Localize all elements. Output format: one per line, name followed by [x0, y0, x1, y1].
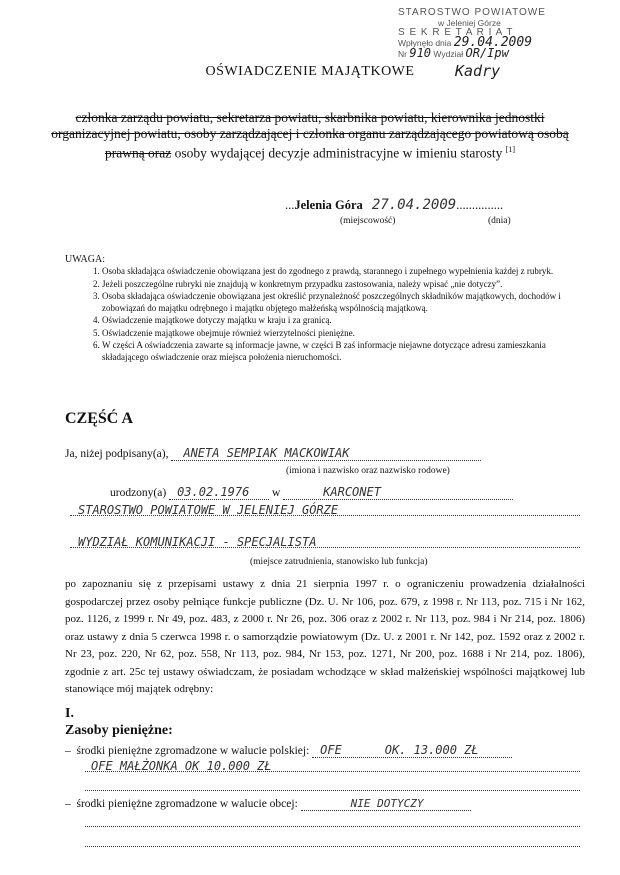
employment-value-2: WYDZIAŁ KOMUNIKACJI - SPECJALISTA [78, 535, 317, 549]
foreign-currency-value: NIE DOTYCZY [350, 797, 424, 810]
employment-line-2 [70, 537, 580, 548]
uwaga-item: 2. Jeżeli poszczególne rubryki nie znajdują w konkretnym przypadku zastosowania, należy wpisać „nie dotyczy”. [102, 279, 584, 291]
stamp-nr-value: 910 [409, 46, 432, 60]
stamp-line-1: STAROSTWO POWIATOWE [398, 7, 546, 18]
document-title: OŚWIADCZENIE MAJĄTKOWE [205, 64, 415, 79]
stamp-line-3: S E K R E T A R I A T [398, 27, 514, 38]
uwaga-item: 4. Oświadczenie majątkowe dotyczy majątku w kraju i za granicą. [102, 315, 584, 327]
section-heading-czesc-a: CZĘŚĆ A [65, 410, 134, 427]
handwritten-signature: Kadry [455, 62, 501, 80]
place-caption: (miejscowość) [340, 216, 396, 226]
ja-label: Ja, niżej podpisany(a), [65, 448, 169, 460]
uwaga-label: UWAGA: [65, 254, 105, 265]
foreign-line-3 [85, 836, 580, 847]
employment-value-1: STAROSTWO POWIATOWE W JELENIEJ GÓRZE [78, 503, 339, 517]
uwaga-item: 1. Osoba składająca oświadczenie obowiązana jest do zgodnego z prawdą, starannego i zupełnego wypełnienia każdej z rubryk. [102, 266, 584, 278]
pln-line: – środki pieniężne zgromadzone w walucie polskiej: OFE OK. 13.000 ZŁ [65, 743, 512, 758]
stamp-wydzial-label: Wydział [433, 49, 464, 59]
pln-value-1: OFE [320, 743, 342, 757]
uwaga-list [84, 266, 584, 364]
zasoby-heading: Zasoby pieniężne: [65, 723, 173, 738]
uwaga-item: 6. W części A oświadczenia zawarte są informacje jawne, w części B zaś informacje niejawne dotyczące adresu zamieszkania składającego oświadczenie oraz miejsca położenia nieruchomości. [102, 340, 584, 363]
employment-line-1 [70, 505, 580, 516]
pln-value-1b: OK. 13.000 ZŁ [384, 743, 479, 757]
declarant-name-value: ANETA SEMPIAK MACKOWIAK [183, 446, 350, 460]
stamp-nr-label: Nr [398, 49, 407, 59]
birth-date-value: 03.02.1976 [177, 485, 250, 499]
legal-paragraph: po zapoznaniu się z przepisami ustawy z dnia 21 sierpnia 1997 r. o ograniczeniu prowadzenia działalności gospodarczej przez osoby pełniące funkcje publiczne (Dz. U. Nr 106, poz. 679, z 1998 r. Nr 113, poz. 715 i Nr 162, poz. 1126, z 1999 r. Nr 49, poz. 483, z 2000 r. Nr 26, poz. 306 oraz z 2002 r. Nr 113, poz. 984 i Nr 214, poz. 1806) oraz ustawy z dnia 5 czerwca 1998 r. o samorządzie powiatowym (Dz. U. z 2001 r. Nr 142, poz. 1592 oraz z 2002 r. Nr 23, poz. 220, Nr 62, poz. 558, Nr 113, poz. 984, Nr 153, poz. 1271, Nr 200, poz. 1688 i Nr 214, poz. 1806), zgodnie z art. 25c tej ustawy oświadczam, że posiadam wchodzące w skład małżeńskiej wspólności majątkowej lub stanowiące mój majątek odrębny: [65, 578, 585, 695]
section-i-heading: I. [65, 706, 74, 721]
stamp-wydzial-value: OR/Ipw [465, 46, 509, 60]
date-value: 27.04.2009 [371, 197, 457, 213]
intro-footnote: [1] [505, 145, 516, 154]
pln-value-2: OFE MAŁŻONKA OK 10.000 ZŁ [91, 759, 272, 773]
birth-place-value: KARCONET [323, 485, 381, 499]
intro-active-text: osoby wydającej decyzje administracyjne w imieniu starosty [174, 145, 503, 161]
foreign-line-2 [85, 816, 580, 827]
stamp-line-2: w Jeleniej Górze [438, 18, 501, 28]
date-caption: (dnia) [488, 216, 511, 226]
name-caption: (imiona i nazwisko oraz nazwisko rodowe) [286, 466, 450, 476]
w-label: w [271, 487, 281, 499]
pln-line-3 [85, 780, 580, 791]
pln-line-2 [85, 761, 580, 772]
urodzony-label: urodzony(a) [110, 487, 167, 499]
foreign-currency-label: środki pieniężne zgromadzone w walucie obcej: [76, 798, 298, 810]
place-date-line: ...Jelenia Góra 27.04.2009............... [285, 197, 504, 213]
intro-struck-text: członka zarządu powiatu, sekretarza powiatu, skarbnika powiatu, kierownika jednostki organizacyjnej powiatu, osoby zarządzającej i członka organu zarządzającego powiatową osobą prawną oraz [51, 110, 569, 161]
uwaga-item: 5. Oświadczenie majątkowe obejmuje również wierzytelności pieniężne. [102, 328, 584, 340]
place-value: Jelenia Góra [294, 198, 363, 212]
document-intro [40, 110, 580, 162]
foreign-currency-line: – środki pieniężne zgromadzone w walucie obcej: NIE DOTYCZY [65, 797, 471, 811]
stamp-received-label: Wpłynęło dnia [398, 38, 452, 48]
uwaga-item: 3. Osoba składająca oświadczenie obowiązana jest określić przynależność poszczególnych składników majątkowych, dochodów i zobowiązań do majątku odrębnego i majątku objętego małżeńską wspólnością majątkową. [102, 291, 584, 314]
pln-label: środki pieniężne zgromadzone w walucie polskiej: [76, 745, 310, 757]
registry-stamp [398, 8, 568, 59]
declarant-name-line [65, 446, 481, 461]
birth-line [110, 485, 513, 500]
employment-caption: (miejsce zatrudnienia, stanowisko lub funkcja) [250, 557, 428, 567]
stamp-received-date: 29.04.2009 [453, 35, 533, 50]
